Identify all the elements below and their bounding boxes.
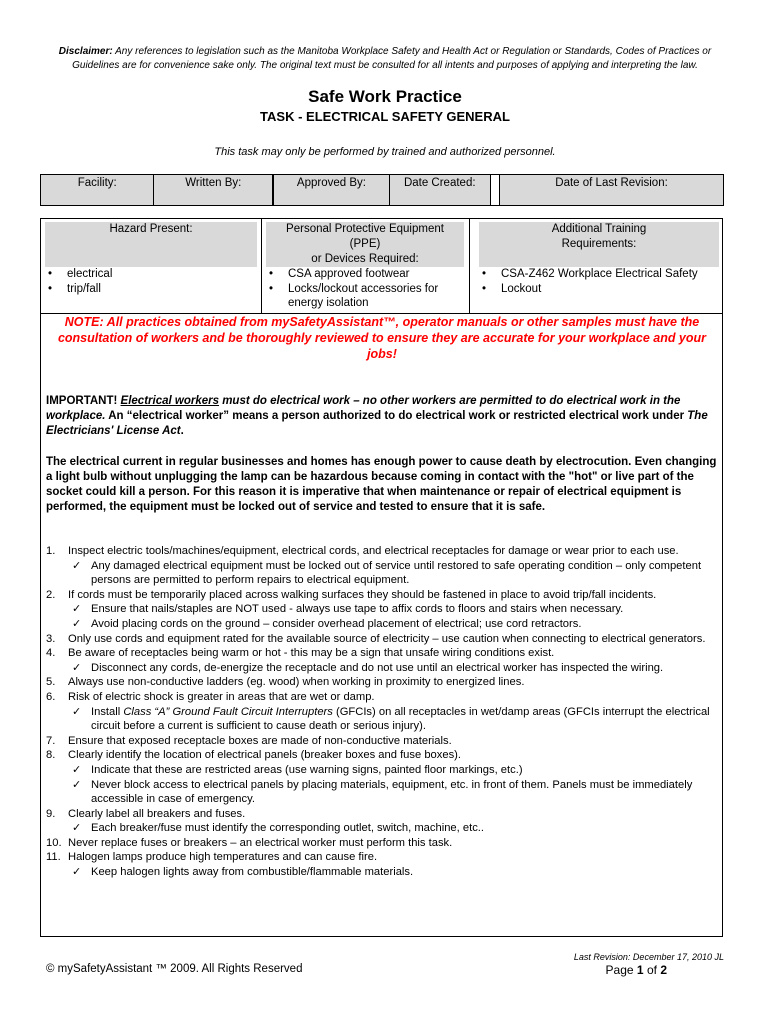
hazard-item: • trip/fall: [45, 282, 257, 297]
list-item: 11. Halogen lamps produce high temperatures and can cause fire. ✓ Keep halogen lights away from combustible/flammable materials.: [46, 850, 718, 879]
disclaimer-label: Disclaimer:: [58, 46, 113, 57]
check-icon: ✓: [72, 603, 82, 616]
list-item: 9. Clearly label all breakers and fuses. ✓ Each breaker/fuse must identify the corresponding outlet, switch, machine, etc..: [46, 807, 718, 836]
main-content-box: [40, 218, 723, 937]
check-icon: ✓: [72, 778, 82, 791]
list-item: 8. Clearly identify the location of electrical panels (breaker boxes and fuse boxes). ✓ Indicate that these are restricted areas (use warning signs, painted floor markings, etc.) ✓ Never block access to electrical panels by placing materials, equipment, etc. in front of them. Panels must be immediately accessible in case of emergency.: [46, 748, 718, 806]
check-item: ✓ Any damaged electrical equipment must be locked out of service until restored to safe operating condition – only competent persons are permitted to perform repairs to electrical equipment.: [72, 559, 702, 587]
trained-personnel-note: This task may only be performed by trained and authorized personnel.: [214, 146, 556, 158]
page-number: Page 1 of 2: [605, 963, 667, 977]
check-item: ✓ Install Class “A” Ground Fault Circuit Interrupters (GFCIs) on all receptacles in wet/damp areas (GFCIs interrupt the electrical circuit before a current is sufficient to cause death or serious injury).: [72, 705, 710, 733]
ppe-item: • CSA approved footwear: [266, 267, 464, 282]
training-list: [479, 267, 719, 296]
date-last-revision-label: Date of Last Revision:: [500, 175, 724, 206]
document-info-table: [40, 174, 724, 206]
date-created-label: Date Created:: [389, 175, 490, 206]
disclaimer-text: Any references to legislation such as the Manitoba Workplace Safety and Health Act or Regulation or Standards, Codes of Practices or Guidelines are for convenience sake only. The original text must be consulted for all intents and purposes of applying and interpreting the law.: [72, 46, 712, 71]
check-item: ✓ Avoid placing cords on the ground – consider overhead placement of electrical; use cord retractors.: [72, 617, 582, 630]
ppe-heading-line3: or Devices Required:: [311, 253, 419, 265]
list-item: 1. Inspect electric tools/machines/equipment, electrical cords, and electrical receptacles for damage or wear prior to each use. ✓ Any damaged electrical equipment must be locked out of service until restored to safe operating condition – only competent persons are permitted to perform repairs to electrical equipment.: [46, 544, 718, 588]
important-paragraph: IMPORTANT! Electrical workers must do electrical work – no other workers are permitted to do electrical work in the workplace. An “electrical worker” means a person authorized to do electrical work or restricted electrical work under The Electricians' License Act.: [46, 395, 708, 437]
list-item: 4. Be aware of receptacles being warm or hot - this may be a sign that unsafe wiring conditions exist. ✓ Disconnect any cords, de-energize the receptacle and do not use until an electrical worker has inspected the wiring.: [46, 646, 718, 675]
facility-label: Facility:: [41, 175, 154, 206]
check-icon: ✓: [72, 617, 82, 630]
check-icon: ✓: [72, 763, 82, 776]
hazard-list: [45, 267, 257, 296]
hazard-item: • electrical: [45, 267, 257, 282]
check-icon: ✓: [72, 559, 82, 572]
electrical-current-paragraph: The electrical current in regular businesses and homes has enough power to cause death by electrocution. Even changing a light bulb without unplugging the lamp can be hazardous because coming in contact with the "hot" or live part of the socket could kill a person. For this reason it is imperative that when maintenance or repair of electrical equipment is performed, the equipment must be locked out of service and tested to ensure that it is safe.: [46, 456, 717, 513]
safety-steps-list: [46, 544, 718, 880]
review-note: NOTE: All practices obtained from mySafetyAssistant™, operator manuals or other samples must have the consultation of workers and be thoroughly reviewed to ensure they are accurate for your workplace and your jobs!: [57, 315, 707, 361]
disclaimer: [40, 45, 730, 73]
copyright: © mySafetyAssistant ™ 2009. All Rights Reserved: [46, 963, 303, 975]
list-item: 3. Only use cords and equipment rated for the available source of electricity – use caution when connecting to electrical generators.: [46, 632, 706, 645]
check-item: ✓ Ensure that nails/staples are NOT used - always use tape to affix cords to floors and stairs when necessary.: [72, 603, 624, 616]
check-icon: ✓: [72, 822, 82, 835]
list-item: 6. Risk of electric shock is greater in areas that are wet or damp. ✓ Install Class “A” Ground Fault Circuit Interrupters (GFCIs) on all receptacles in wet/damp areas (GFCIs interrupt the electrical circuit before a current is sufficient to cause death or serious injury).: [46, 690, 718, 734]
ppe-item: • Locks/lockout accessories for energy isolation: [266, 282, 464, 311]
list-item: 7. Ensure that exposed receptacle boxes are made of non-conductive materials.: [46, 734, 452, 747]
page-title: Safe Work Practice: [308, 87, 462, 106]
list-item: 2. If cords must be temporarily placed across walking surfaces they should be fastened in place to avoid trip/fall incidents. ✓ Ensure that nails/staples are NOT used - always use tape to affix cords to floors and stairs when necessary. ✓ Avoid placing cords on the ground – consider overhead placement of electrical; use cord retractors.: [46, 588, 718, 632]
task-subtitle: TASK - ELECTRICAL SAFETY GENERAL: [260, 109, 510, 124]
list-item: 5. Always use non-conductive ladders (eg. wood) when working in proximity to energized lines.: [46, 676, 525, 689]
check-icon: ✓: [72, 705, 82, 718]
check-icon: ✓: [72, 866, 82, 879]
ppe-list: [266, 267, 464, 311]
check-item: ✓ Disconnect any cords, de-energize the receptacle and do not use until an electrical worker has inspected the wiring.: [72, 661, 664, 674]
hazard-heading: Hazard Present:: [45, 222, 257, 267]
check-item: ✓ Never block access to electrical panels by placing materials, equipment, etc. in front of them. Panels must be immediately accessible in case of emergency.: [72, 778, 693, 806]
check-icon: ✓: [72, 661, 82, 674]
written-by-label: Written By:: [154, 175, 273, 206]
last-revision: Last Revision: December 17, 2010 JL: [573, 952, 724, 962]
check-item: ✓ Each breaker/fuse must identify the corresponding outlet, switch, machine, etc..: [72, 822, 485, 835]
ppe-heading: Personal Protective Equipment (PPE): [266, 222, 464, 267]
training-item: • CSA-Z462 Workplace Electrical Safety: [479, 267, 719, 282]
approved-by-label: Approved By:: [274, 175, 390, 206]
training-heading: Additional Training Requirements:: [479, 222, 719, 267]
check-item: ✓ Indicate that these are restricted areas (use warning signs, painted floor markings, etc.): [72, 763, 523, 776]
check-item: ✓ Keep halogen lights away from combustible/flammable materials.: [72, 866, 414, 879]
list-item: 10. Never replace fuses or breakers – an electrical worker must perform this task.: [46, 836, 453, 849]
training-item: • Lockout: [479, 282, 719, 297]
